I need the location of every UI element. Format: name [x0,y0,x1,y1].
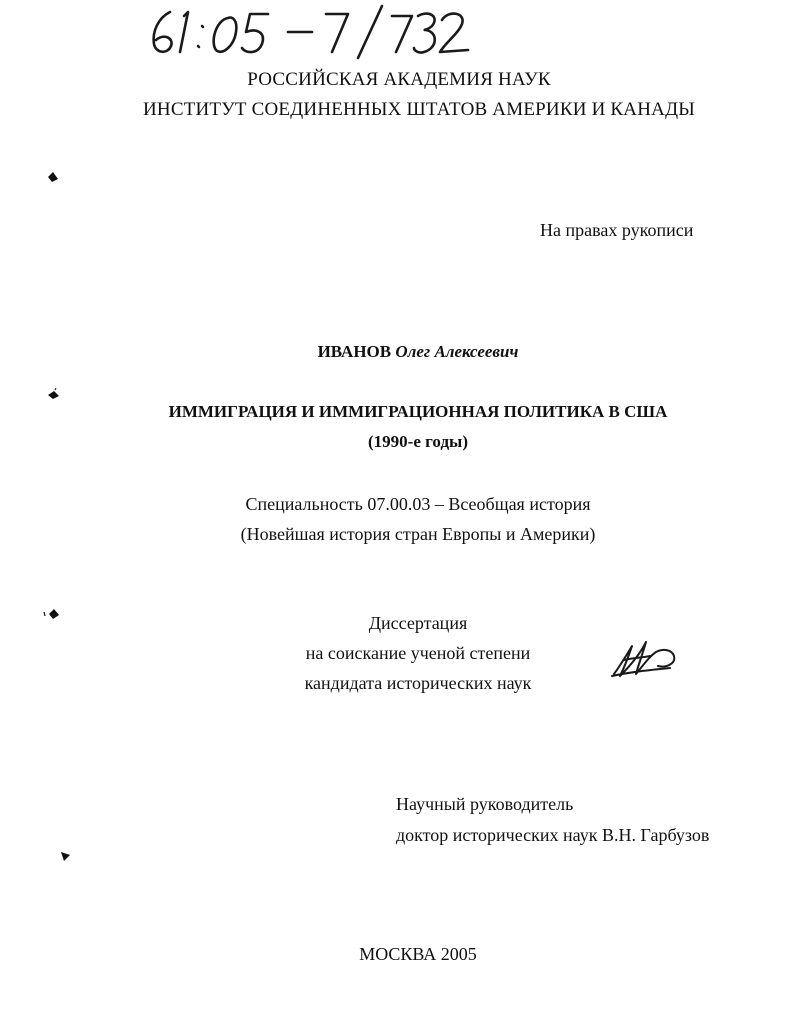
scan-mark [42,606,62,622]
scan-mark [46,170,60,184]
rights-note: На правах рукописи [540,220,694,240]
author-surname: ИВАНОВ [317,342,392,361]
scan-mark [58,848,74,864]
handwritten-catalog-number [140,2,480,60]
dissertation-period: (1990-е годы) [368,432,468,451]
degree-name: кандидата исторических наук [304,673,532,693]
author-name [0,342,798,362]
advisor-label: Научный руководитель [396,794,574,814]
dissertation-label: Диссертация [368,613,468,633]
signature [610,636,682,680]
institute-name: ИНСТИТУТ СОЕДИНЕННЫХ ШТАТОВ АМЕРИКИ И КАНАДЫ [142,99,696,120]
dissertation-title: ИММИГРАЦИЯ И ИММИГРАЦИОННАЯ ПОЛИТИКА В США [168,402,668,421]
author-given-names: Олег Алексеевич [395,342,519,361]
advisor-name: доктор исторических наук В.Н. Гарбузов [396,825,710,845]
degree-purpose: на соискание ученой степени [305,643,531,663]
city-year: МОСКВА 2005 [359,944,477,964]
specialty-code: Специальность 07.00.03 – Всеобщая история [245,494,591,514]
academy-name: РОССИЙСКАЯ АКАДЕМИЯ НАУК [247,69,551,90]
scan-mark [46,388,62,402]
specialty-description: (Новейшая история стран Европы и Америки) [240,524,596,544]
